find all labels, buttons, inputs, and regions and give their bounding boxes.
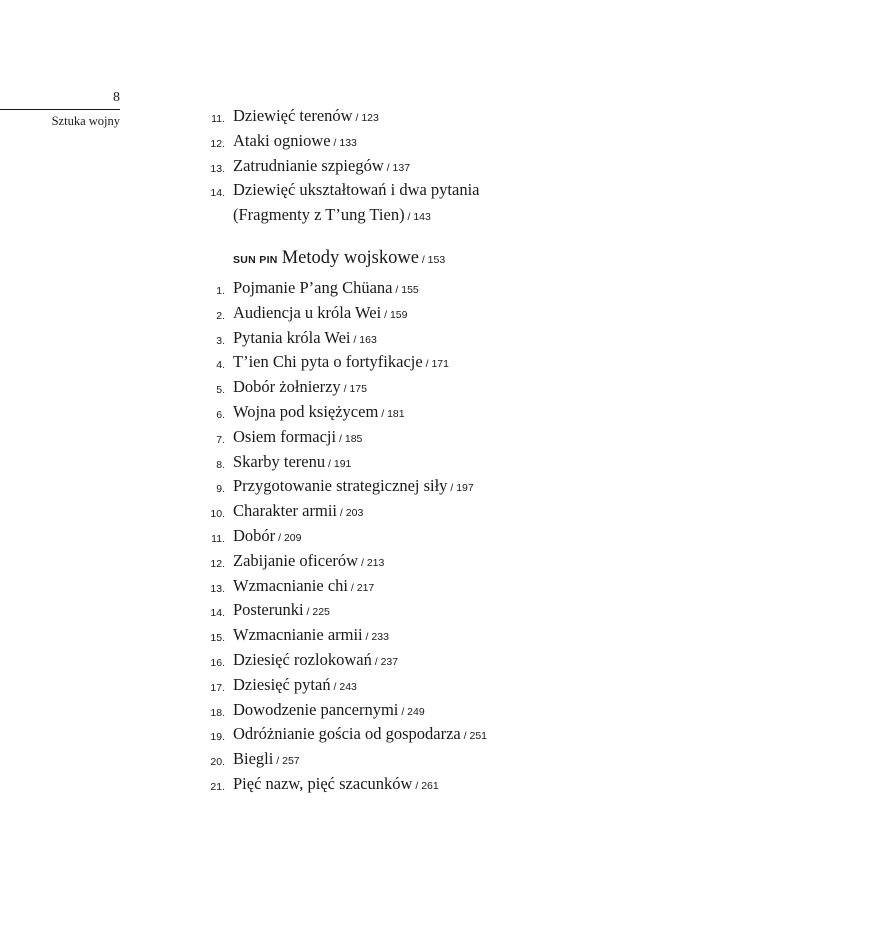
chapter-number: 10. <box>210 508 225 521</box>
chapter-page: / 159 <box>381 308 408 321</box>
table-of-contents <box>0 106 893 799</box>
section-title: Metody wojskowe <box>281 247 419 268</box>
toc-entry <box>0 650 893 675</box>
chapter-title-line <box>233 476 474 496</box>
toc-entry <box>0 205 893 230</box>
toc-entry <box>0 625 893 650</box>
page-number: 8 <box>113 90 120 105</box>
chapter-title-line <box>233 303 408 323</box>
chapter-number: 13. <box>210 582 225 595</box>
section-page: / 153 <box>418 253 446 266</box>
chapter-title: Dziesięć rozlokowań <box>233 649 372 669</box>
chapter-number: 9. <box>216 483 225 496</box>
chapter-title: Audiencja u króla Wei <box>233 302 382 322</box>
chapter-title: Zabijanie oficerów <box>233 550 359 570</box>
chapter-number: 16. <box>210 656 225 669</box>
chapter-title-line <box>233 377 367 397</box>
chapter-number: 18. <box>210 706 225 719</box>
chapter-number: 8. <box>216 458 225 471</box>
chapter-page: / 251 <box>460 730 488 743</box>
chapter-page: / 171 <box>422 358 449 371</box>
chapter-title: Posterunki <box>233 600 304 620</box>
chapter-page: / 185 <box>336 432 363 445</box>
chapter-number: 6. <box>216 408 225 421</box>
chapter-title-line <box>233 156 410 176</box>
chapter-title-line <box>233 180 480 200</box>
section-heading <box>0 230 893 278</box>
chapter-number: 12. <box>210 557 225 570</box>
chapter-title-line <box>233 352 449 372</box>
chapter-page: / 237 <box>371 655 399 668</box>
chapter-title: Biegli <box>233 749 274 769</box>
toc-entry <box>0 180 893 205</box>
chapter-page: / 155 <box>392 283 419 296</box>
chapter-title-line <box>233 427 362 447</box>
toc-entry <box>0 724 893 749</box>
chapter-title-line <box>233 526 301 546</box>
chapter-title-line <box>233 452 351 472</box>
chapter-number: 2. <box>216 309 225 322</box>
chapter-title: Dobór <box>233 525 276 545</box>
section-author: SUN PIN <box>233 253 278 266</box>
toc-entry <box>0 526 893 551</box>
chapter-title: Odróżnianie gościa od gospodarza <box>233 724 461 744</box>
chapter-title-line <box>233 131 357 151</box>
chapter-title: Ataki ogniowe <box>233 130 331 150</box>
chapter-page: / 137 <box>383 161 411 174</box>
toc-entry <box>0 156 893 181</box>
toc-entry <box>0 452 893 477</box>
chapter-title: Dziewięć terenów <box>233 106 353 125</box>
toc-entry <box>0 427 893 452</box>
toc-entry <box>0 303 893 328</box>
chapter-title-line <box>233 749 300 769</box>
chapter-title: Dziesięć pytań <box>233 674 331 694</box>
chapter-page: / 191 <box>325 457 352 470</box>
chapter-title-line <box>233 205 431 225</box>
chapter-number: 1. <box>216 284 225 297</box>
chapter-page: / 249 <box>398 705 425 718</box>
toc-entry <box>0 600 893 625</box>
chapter-page: / 181 <box>378 407 405 420</box>
chapter-number: 3. <box>216 334 225 347</box>
chapter-number: 5. <box>216 384 225 397</box>
toc-entry <box>0 131 893 156</box>
chapter-page: / 225 <box>303 606 330 619</box>
chapter-number: 14. <box>210 187 225 200</box>
toc-entry <box>0 749 893 774</box>
chapter-title: Wzmacnianie chi <box>233 575 348 595</box>
chapter-title-line <box>233 650 398 670</box>
chapter-title: Dowodzenie pancernymi <box>233 699 399 719</box>
toc-part-2 <box>0 278 893 799</box>
chapter-title-line <box>233 576 374 596</box>
chapter-title: Przygotowanie strategicznej siły <box>233 476 448 496</box>
chapter-number: 19. <box>210 731 225 744</box>
chapter-number: 17. <box>210 681 225 694</box>
chapter-title-line <box>233 328 377 348</box>
chapter-title: Pięć nazw, pięć szacunków <box>233 773 413 793</box>
chapter-page: / 261 <box>412 779 439 792</box>
chapter-number: 4. <box>216 359 225 372</box>
chapter-page: / 163 <box>350 333 377 346</box>
chapter-page: / 143 <box>404 211 431 224</box>
toc-entry <box>0 377 893 402</box>
chapter-title: (Fragmenty z T’ung Tien) <box>233 205 405 225</box>
chapter-title: Pojmanie P’ang Chüana <box>233 277 393 297</box>
chapter-title-line <box>233 600 330 620</box>
toc-entry <box>0 551 893 576</box>
toc-entry <box>0 352 893 377</box>
toc-entry <box>0 106 893 131</box>
chapter-number: 7. <box>216 433 225 446</box>
chapter-number: 20. <box>210 756 225 769</box>
toc-entry <box>0 675 893 700</box>
chapter-page: / 213 <box>358 556 385 569</box>
chapter-page: / 209 <box>275 531 302 544</box>
chapter-page: / 197 <box>447 482 474 495</box>
chapter-page: / 217 <box>347 581 375 594</box>
toc-entry <box>0 700 893 725</box>
toc-entry <box>0 278 893 303</box>
chapter-title: Charakter armii <box>233 501 337 521</box>
chapter-page: / 233 <box>362 631 389 644</box>
chapter-title-line <box>233 551 384 571</box>
toc-entry <box>0 402 893 427</box>
chapter-number: 12. <box>210 137 225 150</box>
toc-entry <box>0 476 893 501</box>
chapter-page: / 257 <box>273 755 300 768</box>
toc-entry <box>0 576 893 601</box>
chapter-page: / 175 <box>340 383 367 396</box>
chapter-title-line <box>233 625 389 645</box>
chapter-title: Pytania króla Wei <box>233 327 351 347</box>
chapter-title-line <box>233 700 425 720</box>
toc-part-1 <box>0 106 893 230</box>
chapter-page: / 133 <box>330 136 357 149</box>
chapter-title: Zatrudnianie szpiegów <box>233 155 384 175</box>
chapter-page: / 203 <box>337 507 364 520</box>
chapter-number: 14. <box>210 607 225 620</box>
chapter-number: 21. <box>210 780 225 793</box>
chapter-title-line <box>233 724 487 744</box>
chapter-title-line <box>233 675 357 695</box>
chapter-title: Skarby terenu <box>233 451 326 471</box>
chapter-title-line <box>233 774 439 794</box>
chapter-title-line <box>233 278 419 298</box>
chapter-number: 13. <box>210 162 225 175</box>
chapter-number: 11. <box>211 532 225 545</box>
toc-entry <box>0 328 893 353</box>
chapter-title: Dobór żołnierzy <box>233 377 341 397</box>
chapter-title: Osiem formacji <box>233 426 337 446</box>
chapter-title-line <box>233 106 379 126</box>
chapter-title-line <box>233 402 405 422</box>
chapter-title-line <box>233 501 363 521</box>
toc-entry <box>0 774 893 799</box>
chapter-title: Dziewięć ukształtowań i dwa pytania <box>233 180 480 200</box>
chapter-title: Wojna pod księżycem <box>233 401 379 421</box>
chapter-page: / 243 <box>330 680 357 693</box>
chapter-page: / 123 <box>352 112 379 124</box>
toc-entry <box>0 501 893 526</box>
chapter-title: Wzmacnianie armii <box>233 625 363 645</box>
chapter-title: T’ien Chi pyta o fortyfikacje <box>233 352 423 372</box>
chapter-number: 15. <box>210 632 225 645</box>
chapter-number: 11. <box>211 113 225 125</box>
running-head: Sztuka wojny <box>51 114 120 128</box>
